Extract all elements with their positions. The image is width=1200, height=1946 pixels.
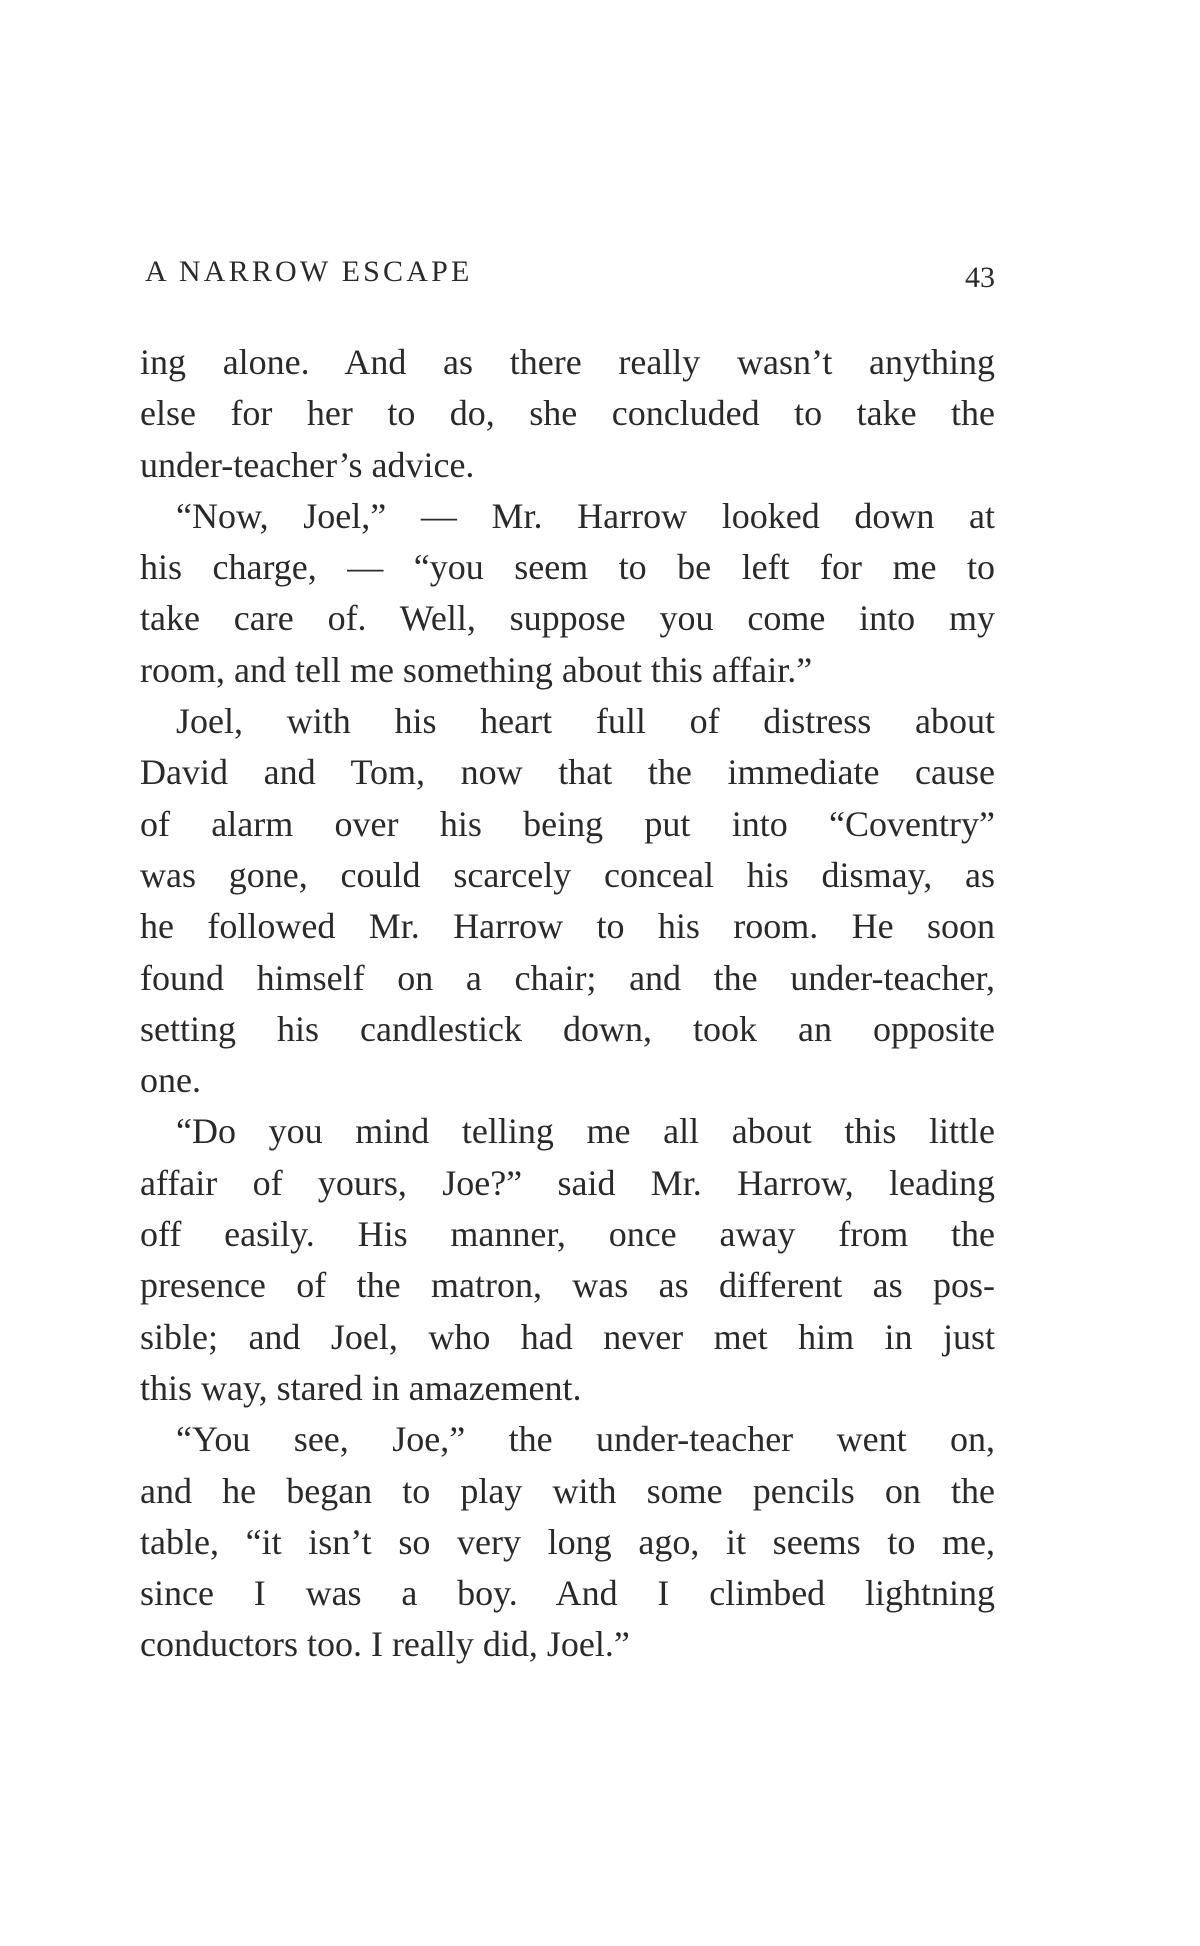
text-line: ing alone. And as there really wasn’t anything [140, 342, 995, 382]
text-line: and he began to play with some pencils on the [140, 1470, 995, 1511]
body-text [140, 337, 995, 1671]
text-line: of alarm over his being put into “Coventry” [140, 803, 995, 844]
text-line: David and Tom, now that the immediate cause [140, 752, 995, 793]
text-line: off easily. His manner, once away from the [140, 1214, 995, 1255]
text-line: found himself on a chair; and the under-teacher, [140, 957, 995, 998]
text-line: “Now, Joel,” — Mr. Harrow looked down at [176, 495, 995, 536]
text-line: setting his candlestick down, took an opposite [140, 1008, 995, 1049]
text-line: else for her to do, she concluded to take the [140, 393, 995, 434]
text-line: affair of yours, Joe?” said Mr. Harrow, leading [140, 1162, 995, 1203]
text-line: was gone, could scarcely conceal his dismay, as [140, 854, 995, 895]
text-line: Joel, with his heart full of distress about [176, 701, 995, 742]
page-number: 43 [965, 261, 995, 294]
text-line: room, and tell me something about this affair.” [140, 649, 813, 690]
text-line: presence of the matron, was as different as pos- [140, 1265, 995, 1306]
running-head-title: A NARROW ESCAPE [145, 255, 473, 288]
text-line: take care of. Well, suppose you come into my [140, 598, 995, 639]
text-line: “Do you mind telling me all about this little [176, 1111, 995, 1152]
text-line: under-teacher’s advice. [140, 444, 475, 485]
text-line: he followed Mr. Harrow to his room. He soon [140, 906, 995, 947]
text-line: since I was a boy. And I climbed lightning [140, 1573, 995, 1614]
text-line: one. [140, 1060, 201, 1101]
text-line: this way, stared in amazement. [140, 1367, 582, 1408]
text-line: “You see, Joe,” the under-teacher went on, [176, 1419, 995, 1460]
running-head [145, 250, 995, 294]
text-line: his charge, — “you seem to be left for me to [140, 547, 995, 588]
text-line: sible; and Joel, who had never met him in just [140, 1316, 995, 1357]
text-line: conductors too. I really did, Joel.” [140, 1624, 630, 1665]
text-line: table, “it isn’t so very long ago, it seems to me, [140, 1521, 995, 1562]
